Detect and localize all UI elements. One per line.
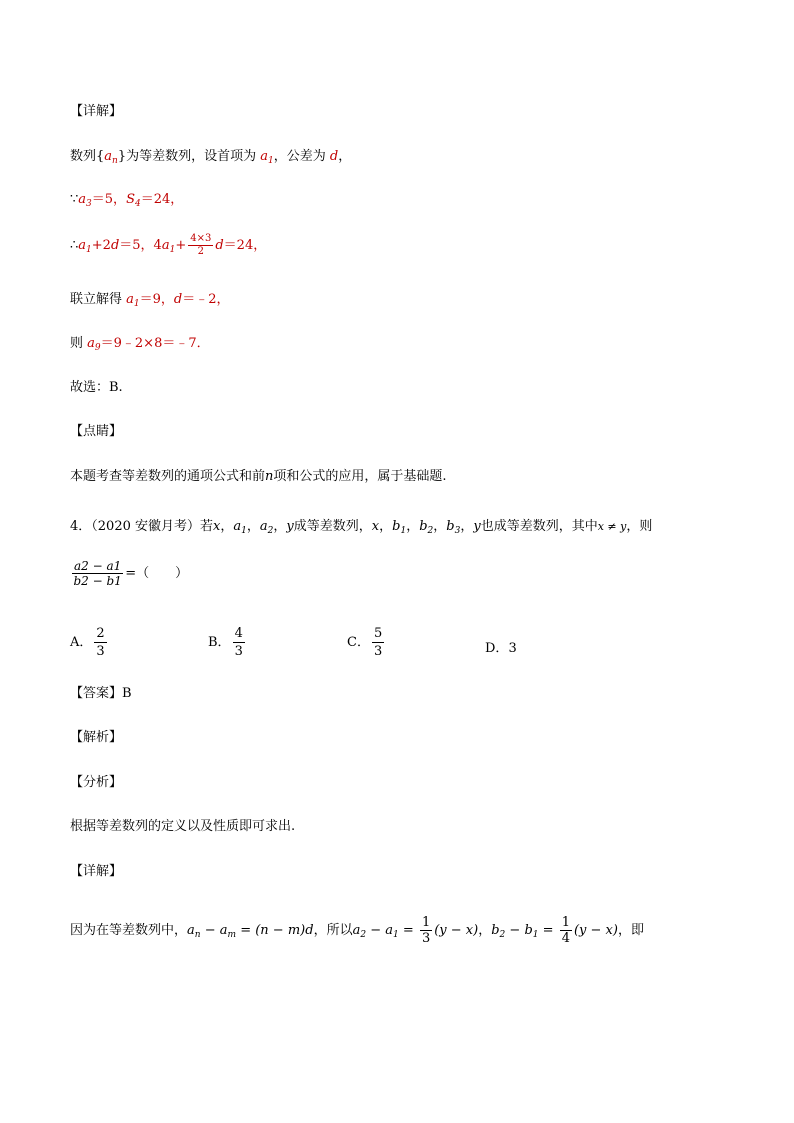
text: ＝5，: [91, 192, 127, 207]
text: =（ ）: [125, 566, 189, 581]
text: ＝5，4: [119, 238, 162, 253]
var-d: d: [215, 238, 224, 253]
var-a2: $a_2$: [352, 923, 367, 940]
option-b-fraction: $\frac{4}{3}$: [234, 626, 243, 659]
text: +2: [91, 238, 111, 253]
var-a1: $a_1$: [126, 292, 140, 309]
var-b1: $b_1$: [524, 923, 539, 940]
var-a9: $a_9$: [87, 336, 101, 353]
text: ＝9，: [139, 292, 174, 307]
var-y: y: [473, 519, 481, 534]
var-a1: $a_1$: [260, 149, 274, 166]
fraction-a-over-b: $\frac{a2 - a1}{b2 - b1}$: [73, 559, 122, 588]
fraction-1-over-4: $\frac{1}{4}$: [561, 915, 570, 946]
text: 成等差数列，: [293, 519, 372, 534]
text: ＝﹣2，: [182, 292, 230, 307]
section-heading-jiexi: 【解析】: [70, 730, 123, 745]
fraction-4x3-over-2: $\frac{4\times 3}{2}$: [190, 233, 212, 257]
option-d: D．3: [485, 641, 517, 656]
text: ＝24，: [140, 192, 184, 207]
detail-line-6: [70, 381, 123, 394]
var-b2: $b_2$: [419, 519, 434, 536]
var-a2: $a_2$: [259, 519, 274, 536]
var-d: d: [110, 238, 120, 253]
question-4-stem: 4．（2020 安徽月考）若x，$a_1$，$a_2$，y成等差数列，x，$b_1$，$b_2$，$b_3$，y也成等差数列，其中x ≠ y，则: [70, 519, 653, 536]
var-b3: $b_3$: [446, 519, 461, 536]
text: 项和公式的应用，属于基础题.: [273, 469, 447, 484]
therefore-symbol: ∴: [70, 238, 79, 253]
fraction-1-over-3: $\frac{1}{3}$: [421, 915, 431, 946]
var-a: $a_n$: [104, 149, 118, 166]
var-an: $a_n$: [187, 923, 201, 940]
text: 联立解得: [70, 292, 127, 307]
text: ，公差为: [273, 149, 330, 164]
var-n: n: [265, 469, 274, 484]
text: }为等差数列，设首项为: [117, 149, 261, 164]
text: 数列{: [70, 149, 105, 164]
option-c-fraction: $\frac{5}{3}$: [373, 626, 383, 659]
detail-line-1: [70, 149, 352, 166]
var-d: d: [305, 923, 314, 938]
text: ＝24，: [223, 238, 267, 253]
text: 因为在等差数列中，: [70, 923, 188, 938]
detail-line-4: [70, 292, 230, 309]
var-a1: $a_1$: [161, 238, 176, 255]
var-x: x: [371, 519, 380, 534]
text: 本题考查等差数列的通项公式和前: [70, 469, 266, 484]
var-a1: $a_1$: [233, 519, 247, 536]
expr-y-minus-x: (y − x): [573, 923, 618, 938]
option-b: B． $\frac{4}{3}$: [208, 626, 243, 659]
var-am: $a_m$: [219, 923, 237, 940]
text: +: [175, 238, 187, 253]
detail-line-3: [70, 234, 266, 257]
section-heading-detail: 【详解】: [70, 104, 123, 119]
text: ，即: [617, 923, 644, 938]
expr-y-minus-x: (y − x): [434, 923, 479, 938]
text: ，则: [626, 519, 653, 534]
detail-line-2: [70, 192, 184, 209]
text: 4．（2020 安徽月考）若: [70, 519, 213, 534]
section-heading-dianjing: 【点睛】: [70, 424, 123, 439]
section-heading-detail-2: 【详解】: [70, 864, 123, 879]
var-a1: $a_1$: [78, 238, 92, 255]
fenxi-text: 根据等差数列的定义以及性质即可求出.: [70, 819, 296, 834]
var-b2: $b_2$: [491, 923, 506, 940]
because-symbol: ∵: [70, 192, 79, 207]
var-d: d: [173, 292, 183, 307]
var-d: d: [329, 149, 339, 164]
section-heading-fenxi: 【分析】: [70, 775, 123, 790]
var-y: y: [286, 519, 294, 534]
var-S4: $S_4$: [126, 192, 141, 209]
var-x: x: [213, 519, 221, 534]
var-b1: $b_1$: [392, 519, 407, 536]
answer: 【答案】B: [70, 686, 132, 701]
option-c: C． $\frac{5}{3}$: [347, 626, 383, 659]
text: ，: [338, 149, 352, 164]
var-a3: $a_3$: [78, 192, 92, 209]
detail-2-line-1: 因为在等差数列中，$a_n - a_m = (n - m)d$，所以$a_2 - a_1$ = $\frac{1}{3}$ (y − x)，$b_2 - b_1$ = $\frac{1}{4}$ (y − x)，即: [70, 915, 644, 946]
option-a-fraction: $\frac{2}{3}$: [96, 626, 105, 659]
var-a1: $a_1$: [385, 923, 399, 940]
text: 则: [70, 336, 88, 351]
text: 也成等差数列，其中: [480, 519, 598, 534]
text: ＝9﹣2×8＝﹣7．: [100, 336, 210, 351]
dianjing-text: [70, 470, 447, 483]
detail-line-5: [70, 336, 210, 353]
inequality: x ≠ y: [597, 520, 627, 533]
text: 故选：B.: [70, 380, 123, 395]
expr-n-minus-m: (n − m): [255, 923, 306, 938]
option-a: A． $\frac{2}{3}$: [70, 626, 105, 659]
question-4-expression: [70, 560, 188, 587]
text: ，所以: [313, 923, 353, 938]
